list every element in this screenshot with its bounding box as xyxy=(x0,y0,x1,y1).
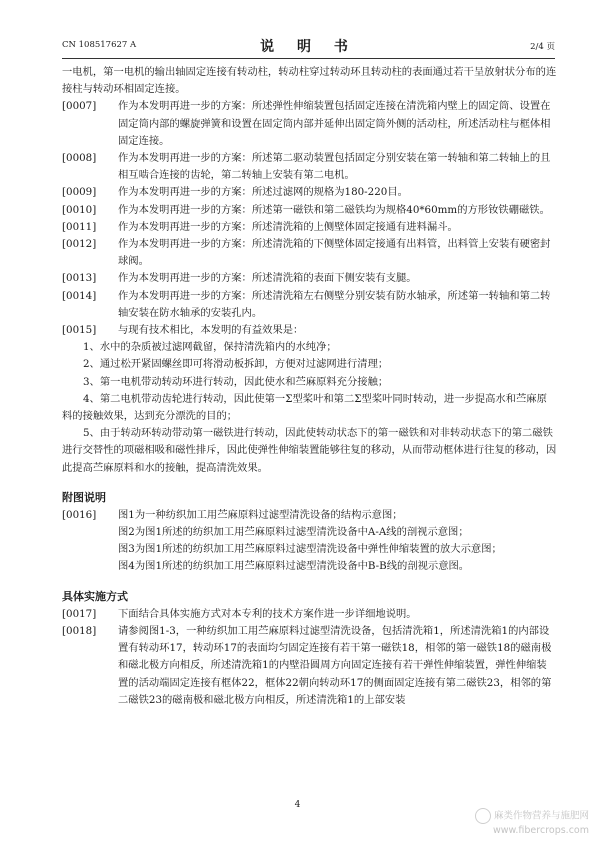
document-title: 说 明 书 xyxy=(260,39,357,55)
paragraph-number: [0016] xyxy=(62,508,97,521)
effect-item: 5、由于转动环转动带动第一磁铁进行转动，因此使转动状态下的第一磁铁和对非转动状态下的第二磁铁进行交替性的项磁相吸和磁性排斥，因此使弹性伸缩装置能够往复的移动，从而带动框体进行往复的移动，因此提高苎麻原料和水的接触，提高清洗效果。 xyxy=(62,427,557,474)
page-number: 4 xyxy=(294,800,301,810)
header-divider xyxy=(62,58,555,59)
paragraph-text: 下面结合具体实施方式对本专利的技术方案作进一步详细地说明。 xyxy=(118,607,417,620)
paragraph xyxy=(62,606,557,623)
figure-description: 图3为图1所述的纺织加工用苎麻原料过滤型清洗设备中弹性伸缩装置的放大示意图； xyxy=(118,543,502,556)
paragraph-text: 作为本发明再进一步的方案：所述清洗箱的下侧壁体固定接通有出料管，出料管上安装有硬密封球阀。 xyxy=(118,238,551,268)
watermark-logo-icon xyxy=(475,808,491,824)
paragraph xyxy=(62,288,557,322)
paragraph xyxy=(62,236,557,270)
effect-item: 4、第二电机带动齿轮进行转动，因此使第一Σ型桨叶和第二Σ型桨叶同时转动，进一步提高水和苎麻原料的接触效果，达到充分漂洗的目的； xyxy=(62,392,547,423)
paragraph xyxy=(62,507,557,524)
paragraph-number: [0010] xyxy=(62,203,97,216)
effect-item: 1、水中的杂质被过滤网截留，保持清洗箱内的水纯净； xyxy=(83,341,337,354)
figure-description: 图4为图1所述的纺织加工用苎麻原料过滤型清洗设备中B-B线的剖视示意图。 xyxy=(118,560,470,573)
document-number: CN 108517627 A xyxy=(62,40,137,50)
paragraph-number: [0009] xyxy=(62,186,97,199)
paragraph xyxy=(62,98,557,150)
paragraph-text: 与现有技术相比，本发明的有益效果是： xyxy=(118,324,304,337)
paragraph-number: [0014] xyxy=(62,289,97,302)
paragraph-text: 请参阅图1-3，一种纺织加工用苎麻原料过滤型清洗设备，包括清洗箱1，所述清洗箱1的内部设置有转动环17，转动环17的表面均匀固定连接有若干第一磁铁18，相邻的第一磁铁18的磁南极和磁北极方向相反，所述清洗箱1的内壁沿圆周方向固定连接有若干弹性伸缩装置，弹性伸缩装置的活动端固定连接有框体22，框体22朝向转动环17的侧面固定连接有第二磁铁23，相邻的第二磁铁23的磁南极和磁北极方向相反，所述清洗箱1的上部安装 xyxy=(118,624,552,706)
paragraph-text: 作为本发明再进一步的方案：所述清洗箱的上侧壁体固定接通有进料漏斗。 xyxy=(118,220,458,233)
paragraph-number: [0013] xyxy=(62,272,97,285)
site-watermark xyxy=(389,808,589,837)
watermark-url: www.fibercrops.com xyxy=(492,825,589,836)
effect-item: 3、第一电机带动转动环进行转动，因此使水和苎麻原料充分接触； xyxy=(83,375,389,388)
paragraph-number: [0017] xyxy=(62,607,97,620)
paragraph xyxy=(62,270,557,287)
paragraph-text: 作为本发明再进一步的方案：所述过滤网的规格为180-220目。 xyxy=(118,186,408,199)
paragraph xyxy=(62,219,557,236)
paragraph-number: [0015] xyxy=(62,324,97,337)
page-fraction: 2/4 页 xyxy=(530,42,555,52)
document-body xyxy=(62,64,557,709)
paragraph-text: 作为本发明再进一步的方案：所述清洗箱的表面下侧安装有支腿。 xyxy=(118,272,417,285)
section-title-embodiment: 具体实施方式 xyxy=(62,589,128,603)
watermark-title: 麻类作物营养与施肥网 xyxy=(493,810,589,822)
paragraph-continued: 一电机，第一电机的输出轴固定连接有转动柱，转动柱穿过转动环且转动柱的表面通过若干呈放射状分布的连接柱与转动环相固定连接。 xyxy=(62,66,557,96)
paragraph-number: [0012] xyxy=(62,238,97,251)
paragraph-text: 作为本发明再进一步的方案：所述第二驱动装置包括固定分别安装在第一转轴和第二转轴上的且相互啮合连接的齿轮，第二转轴上安装有第二电机。 xyxy=(118,152,551,182)
paragraph-number: [0011] xyxy=(62,220,97,233)
paragraph xyxy=(62,150,557,184)
paragraph xyxy=(62,623,557,709)
paragraph-number: [0007] xyxy=(62,100,97,113)
section-title-figures: 附图说明 xyxy=(62,490,106,504)
page-header xyxy=(62,36,555,58)
paragraph-text: 图1为一种纺织加工用苎麻原料过滤型清洗设备的结构示意图； xyxy=(118,508,403,521)
figure-description: 图2为图1所述的纺织加工用苎麻原料过滤型清洗设备中A-A线的剖视示意图； xyxy=(118,526,469,539)
paragraph-number: [0008] xyxy=(62,152,97,165)
paragraph-text: 作为本发明再进一步的方案：所述第一磁铁和第二磁铁均为规格40*60mm的方形钕铁硼磁铁。 xyxy=(118,203,550,216)
effect-item: 2、通过松开紧固螺丝即可将滑动板拆卸，方便对过滤网进行清理； xyxy=(83,358,389,371)
paragraph xyxy=(62,202,557,219)
paragraph xyxy=(62,322,557,339)
paragraph-text: 作为本发明再进一步的方案：所述弹性伸缩装置包括固定连接在清洗箱内壁上的固定筒、设置在固定筒内部的螺旋弹簧和设置在固定筒内部并延伸出固定筒外侧的活动柱，所述活动柱与框体相固定连接。 xyxy=(118,100,551,147)
paragraph-number: [0018] xyxy=(62,624,97,637)
paragraph-text: 作为本发明再进一步的方案：所述清洗箱左右侧壁分别安装有防水轴承，所述第一转轴和第二转轴安装在防水轴承的安装孔内。 xyxy=(118,289,551,319)
paragraph xyxy=(62,184,557,201)
